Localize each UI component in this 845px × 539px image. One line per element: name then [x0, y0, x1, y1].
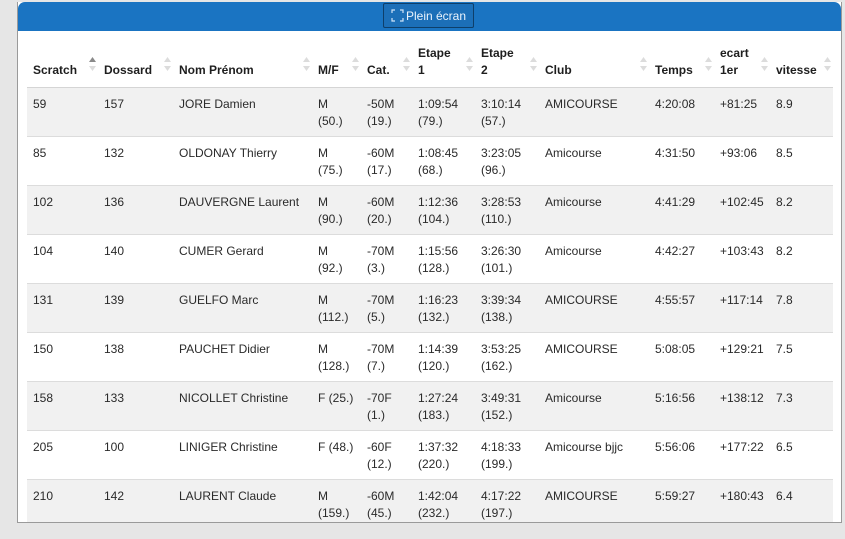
- cell-dossard: [98, 431, 173, 480]
- cell-mf-text: M: [318, 97, 328, 111]
- cell-scratch-text: 59: [33, 97, 47, 111]
- cell-etape1-text: (79.): [418, 114, 443, 128]
- table-row: [27, 480, 833, 524]
- cell-cat-text: (19.): [367, 114, 392, 128]
- cell-cat: [361, 333, 412, 382]
- cell-cat-text: -60M: [367, 489, 395, 503]
- cell-etape1-text: 1:42:04: [418, 489, 459, 503]
- cell-mf: [312, 382, 361, 431]
- cell-etape2-text: (199.): [481, 457, 513, 471]
- cell-cat-text: (12.): [367, 457, 392, 471]
- cell-etape2-text: 4:17:22: [481, 489, 522, 503]
- cell-scratch-text: 205: [33, 440, 54, 454]
- cell-cat-text: (3.): [367, 261, 385, 275]
- cell-nom-text: PAUCHET Didier: [179, 342, 270, 356]
- sort-icon: [403, 56, 410, 72]
- cell-dossard-text: 142: [104, 489, 125, 503]
- sort-icon: [530, 56, 537, 72]
- fullscreen-label: Plein écran: [405, 8, 467, 23]
- cell-temps-text: 5:16:56: [655, 391, 696, 405]
- cell-club: [539, 382, 649, 431]
- column-header-label: Temps: [655, 63, 693, 77]
- cell-etape1: [412, 382, 475, 431]
- cell-temps-text: 5:08:05: [655, 342, 696, 356]
- results-panel: [17, 2, 842, 523]
- fullscreen-button[interactable]: [383, 3, 474, 28]
- cell-temps-text: 5:56:06: [655, 440, 696, 454]
- cell-club-text: AMICOURSE: [545, 489, 618, 503]
- cell-ecart: [714, 333, 770, 382]
- cell-etape2-text: 3:28:53: [481, 195, 522, 209]
- cell-etape2: [475, 284, 539, 333]
- cell-mf-text: (159.): [318, 506, 350, 520]
- cell-etape2-text: (110.): [481, 212, 512, 226]
- cell-temps-text: 4:41:29: [655, 195, 696, 209]
- column-header-etape1[interactable]: [412, 31, 475, 88]
- cell-etape1-text: (183.): [418, 408, 450, 422]
- cell-vitesse-text: 6.4: [776, 489, 793, 503]
- column-header-club[interactable]: [539, 31, 649, 88]
- cell-scratch: [27, 431, 98, 480]
- cell-dossard: [98, 480, 173, 524]
- cell-cat-text: -70M: [367, 342, 395, 356]
- cell-dossard-text: 138: [104, 342, 125, 356]
- cell-etape1: [412, 431, 475, 480]
- cell-ecart-text: +138:12: [720, 391, 764, 405]
- cell-etape1-text: (220.): [418, 457, 450, 471]
- cell-etape2-text: (101.): [481, 261, 513, 275]
- cell-temps-text: 4:31:50: [655, 146, 696, 160]
- cell-mf-text: (92.): [318, 261, 343, 275]
- cell-cat-text: -60M: [367, 146, 395, 160]
- table-body: [27, 88, 833, 524]
- cell-mf-text: F (48.): [318, 440, 354, 454]
- cell-vitesse-text: 8.2: [776, 244, 793, 258]
- table-row: [27, 284, 833, 333]
- cell-dossard: [98, 333, 173, 382]
- cell-ecart-text: +103:43: [720, 244, 764, 258]
- cell-etape2: [475, 137, 539, 186]
- cell-ecart-text: +180:43: [720, 489, 764, 503]
- cell-etape2: [475, 186, 539, 235]
- cell-scratch: [27, 137, 98, 186]
- column-header-scratch[interactable]: [27, 31, 98, 88]
- cell-dossard-text: 139: [104, 293, 125, 307]
- cell-mf-text: (112.): [318, 310, 349, 324]
- cell-etape2: [475, 431, 539, 480]
- cell-cat-text: -70M: [367, 244, 395, 258]
- cell-dossard: [98, 382, 173, 431]
- cell-temps: [649, 284, 714, 333]
- cell-nom-text: JORE Damien: [179, 97, 256, 111]
- cell-cat-text: (7.): [367, 359, 385, 373]
- sort-icon: [466, 56, 473, 72]
- cell-ecart-text: +102:45: [720, 195, 764, 209]
- cell-dossard: [98, 88, 173, 137]
- cell-vitesse: [770, 186, 833, 235]
- table-header-row: [27, 31, 833, 88]
- cell-etape2: [475, 88, 539, 137]
- cell-dossard-text: 133: [104, 391, 125, 405]
- cell-temps: [649, 88, 714, 137]
- cell-club: [539, 333, 649, 382]
- cell-mf-text: (90.): [318, 212, 343, 226]
- cell-mf-text: M: [318, 293, 328, 307]
- cell-dossard-text: 157: [104, 97, 125, 111]
- cell-vitesse: [770, 431, 833, 480]
- cell-mf-text: (128.): [318, 359, 350, 373]
- cell-ecart: [714, 186, 770, 235]
- cell-dossard: [98, 186, 173, 235]
- cell-club: [539, 137, 649, 186]
- cell-etape2-text: 3:53:25: [481, 342, 522, 356]
- cell-etape1-text: 1:08:45: [418, 146, 459, 160]
- table-row: [27, 235, 833, 284]
- cell-ecart-text: +177:22: [720, 440, 764, 454]
- table-row: [27, 382, 833, 431]
- cell-scratch-text: 150: [33, 342, 54, 356]
- column-header-label: Scratch: [33, 63, 78, 77]
- cell-etape1: [412, 235, 475, 284]
- cell-etape2-text: 3:49:31: [481, 391, 522, 405]
- column-header-mf[interactable]: [312, 31, 361, 88]
- sort-icon: [705, 56, 712, 72]
- cell-etape1-text: 1:14:39: [418, 342, 459, 356]
- cell-scratch: [27, 382, 98, 431]
- table-row: [27, 137, 833, 186]
- cell-vitesse-text: 8.2: [776, 195, 793, 209]
- cell-mf: [312, 137, 361, 186]
- cell-cat: [361, 235, 412, 284]
- cell-nom-text: LAURENT Claude: [179, 489, 277, 503]
- cell-cat-text: -70M: [367, 293, 395, 307]
- cell-etape2-text: (138.): [481, 310, 513, 324]
- sort-icon: [824, 56, 831, 72]
- cell-vitesse: [770, 137, 833, 186]
- cell-etape1: [412, 333, 475, 382]
- cell-club-text: Amicourse: [545, 146, 602, 160]
- cell-dossard: [98, 235, 173, 284]
- cell-dossard-text: 100: [104, 440, 125, 454]
- cell-etape2: [475, 235, 539, 284]
- cell-etape2-text: (162.): [481, 359, 513, 373]
- cell-scratch: [27, 284, 98, 333]
- cell-scratch-text: 131: [33, 293, 54, 307]
- cell-cat-text: (45.): [367, 506, 392, 520]
- cell-vitesse: [770, 333, 833, 382]
- cell-vitesse: [770, 88, 833, 137]
- cell-vitesse: [770, 480, 833, 524]
- cell-scratch-text: 158: [33, 391, 54, 405]
- cell-scratch: [27, 186, 98, 235]
- cell-cat: [361, 431, 412, 480]
- cell-etape1-text: (232.): [418, 506, 450, 520]
- cell-dossard: [98, 284, 173, 333]
- cell-club-text: AMICOURSE: [545, 342, 618, 356]
- cell-nom-text: NICOLLET Christine: [179, 391, 289, 405]
- column-header-label: 2: [481, 63, 488, 77]
- cell-etape2-text: (96.): [481, 163, 506, 177]
- cell-etape2-text: 3:39:34: [481, 293, 522, 307]
- cell-etape2-text: (197.): [481, 506, 513, 520]
- cell-scratch: [27, 88, 98, 137]
- cell-etape2: [475, 480, 539, 524]
- column-header-cat[interactable]: [361, 31, 412, 88]
- cell-club: [539, 88, 649, 137]
- cell-temps: [649, 235, 714, 284]
- cell-mf-text: F (25.): [318, 391, 354, 405]
- cell-club: [539, 284, 649, 333]
- cell-cat: [361, 480, 412, 524]
- cell-mf: [312, 333, 361, 382]
- cell-ecart: [714, 235, 770, 284]
- cell-vitesse: [770, 382, 833, 431]
- cell-dossard-text: 132: [104, 146, 125, 160]
- cell-nom: [173, 88, 312, 137]
- cell-club: [539, 235, 649, 284]
- cell-club-text: AMICOURSE: [545, 97, 618, 111]
- cell-ecart: [714, 431, 770, 480]
- cell-temps: [649, 137, 714, 186]
- cell-ecart-text: +117:14: [720, 293, 763, 307]
- table-row: [27, 186, 833, 235]
- cell-ecart-text: +129:21: [720, 342, 764, 356]
- cell-mf: [312, 284, 361, 333]
- cell-cat-text: (5.): [367, 310, 385, 324]
- cell-mf: [312, 431, 361, 480]
- cell-scratch-text: 210: [33, 489, 54, 503]
- cell-temps-text: 4:42:27: [655, 244, 696, 258]
- column-header-label: ecart: [720, 46, 749, 60]
- cell-mf: [312, 480, 361, 524]
- cell-club: [539, 480, 649, 524]
- cell-cat-text: (1.): [367, 408, 385, 422]
- cell-cat-text: -60F: [367, 440, 392, 454]
- cell-etape2-text: 3:26:30: [481, 244, 522, 258]
- cell-nom-text: CUMER Gerard: [179, 244, 264, 258]
- cell-club-text: Amicourse: [545, 195, 602, 209]
- cell-nom-text: LINIGER Christine: [179, 440, 278, 454]
- cell-etape2: [475, 333, 539, 382]
- cell-etape2-text: 3:23:05: [481, 146, 522, 160]
- sort-icon: [352, 56, 359, 72]
- table-row: [27, 333, 833, 382]
- cell-nom: [173, 431, 312, 480]
- cell-cat: [361, 382, 412, 431]
- cell-nom-text: GUELFO Marc: [179, 293, 259, 307]
- cell-etape1-text: (132.): [418, 310, 450, 324]
- cell-ecart: [714, 382, 770, 431]
- cell-cat: [361, 88, 412, 137]
- column-header-temps[interactable]: [649, 31, 714, 88]
- cell-etape1-text: (120.): [418, 359, 450, 373]
- cell-scratch: [27, 480, 98, 524]
- cell-etape1-text: 1:15:56: [418, 244, 459, 258]
- cell-cat-text: -70F: [367, 391, 392, 405]
- results-table: [27, 31, 833, 523]
- cell-ecart: [714, 88, 770, 137]
- cell-nom-text: OLDONAY Thierry: [179, 146, 278, 160]
- sort-icon: [640, 56, 647, 72]
- cell-scratch-text: 104: [33, 244, 54, 258]
- table-row: [27, 431, 833, 480]
- cell-etape1: [412, 137, 475, 186]
- cell-etape2-text: 3:10:14: [481, 97, 522, 111]
- column-header-label: Etape: [481, 46, 514, 60]
- cell-cat-text: (17.): [367, 163, 392, 177]
- cell-etape1-text: 1:37:32: [418, 440, 459, 454]
- column-header-label: 1er: [720, 63, 739, 77]
- cell-vitesse-text: 8.5: [776, 146, 793, 160]
- sort-icon: [164, 56, 171, 72]
- column-header-label: Cat.: [367, 63, 390, 77]
- sort-ascending-icon: [89, 56, 96, 72]
- cell-vitesse: [770, 284, 833, 333]
- cell-mf-text: M: [318, 195, 328, 209]
- cell-temps: [649, 382, 714, 431]
- cell-scratch-text: 102: [33, 195, 54, 209]
- cell-mf: [312, 235, 361, 284]
- cell-scratch: [27, 235, 98, 284]
- cell-mf-text: (75.): [318, 163, 343, 177]
- column-header-label: Nom Prénom: [179, 63, 254, 77]
- expand-icon: [391, 9, 404, 22]
- cell-vitesse-text: 7.3: [776, 391, 793, 405]
- cell-club-text: Amicourse: [545, 244, 602, 258]
- column-header-nom[interactable]: [173, 31, 312, 88]
- column-header-label: M/F: [318, 63, 339, 77]
- cell-nom: [173, 235, 312, 284]
- cell-nom: [173, 333, 312, 382]
- cell-ecart-text: +81:25: [720, 97, 758, 111]
- cell-etape1-text: 1:16:23: [418, 293, 459, 307]
- column-header-label: Club: [545, 63, 572, 77]
- cell-etape1-text: (128.): [418, 261, 450, 275]
- cell-nom: [173, 186, 312, 235]
- cell-etape1-text: (68.): [418, 163, 443, 177]
- column-header-label: 1: [418, 63, 425, 77]
- cell-dossard-text: 140: [104, 244, 125, 258]
- cell-dossard-text: 136: [104, 195, 125, 209]
- cell-etape1-text: 1:27:24: [418, 391, 459, 405]
- cell-etape2-text: (57.): [481, 114, 506, 128]
- cell-club: [539, 186, 649, 235]
- cell-nom: [173, 382, 312, 431]
- column-header-label: Etape: [418, 46, 451, 60]
- cell-etape2-text: 4:18:33: [481, 440, 522, 454]
- cell-scratch-text: 85: [33, 146, 47, 160]
- cell-temps: [649, 480, 714, 524]
- column-header-label: Dossard: [104, 63, 153, 77]
- cell-etape1-text: 1:09:54: [418, 97, 459, 111]
- cell-vitesse-text: 7.8: [776, 293, 793, 307]
- cell-dossard: [98, 137, 173, 186]
- table-row: [27, 88, 833, 137]
- cell-mf-text: M: [318, 489, 328, 503]
- cell-nom: [173, 284, 312, 333]
- cell-etape2: [475, 382, 539, 431]
- cell-cat-text: -60M: [367, 195, 395, 209]
- column-header-ecart[interactable]: [714, 31, 770, 88]
- column-header-vitesse[interactable]: [770, 31, 833, 88]
- cell-etape1: [412, 284, 475, 333]
- cell-mf-text: M: [318, 244, 328, 258]
- column-header-label: vitesse: [776, 63, 817, 77]
- cell-nom: [173, 137, 312, 186]
- column-header-etape2[interactable]: [475, 31, 539, 88]
- cell-etape1: [412, 480, 475, 524]
- cell-vitesse: [770, 235, 833, 284]
- sort-icon: [303, 56, 310, 72]
- cell-vitesse-text: 7.5: [776, 342, 793, 356]
- cell-temps: [649, 431, 714, 480]
- panel-header-bar: [18, 2, 841, 31]
- cell-cat: [361, 284, 412, 333]
- cell-mf-text: M: [318, 146, 328, 160]
- cell-cat: [361, 186, 412, 235]
- cell-mf-text: M: [318, 342, 328, 356]
- cell-club-text: AMICOURSE: [545, 293, 618, 307]
- cell-etape2-text: (152.): [481, 408, 513, 422]
- cell-ecart: [714, 480, 770, 524]
- cell-scratch: [27, 333, 98, 382]
- column-header-dossard[interactable]: [98, 31, 173, 88]
- cell-club-text: Amicourse bjjc: [545, 440, 624, 454]
- cell-etape1: [412, 186, 475, 235]
- cell-nom: [173, 480, 312, 524]
- cell-temps: [649, 333, 714, 382]
- cell-etape1-text: (104.): [418, 212, 450, 226]
- cell-nom-text: DAUVERGNE Laurent: [179, 195, 300, 209]
- cell-ecart-text: +93:06: [720, 146, 758, 160]
- cell-etape1: [412, 88, 475, 137]
- sort-icon: [761, 56, 768, 72]
- cell-cat-text: -50M: [367, 97, 395, 111]
- cell-mf-text: (50.): [318, 114, 343, 128]
- cell-mf: [312, 88, 361, 137]
- cell-temps-text: 4:20:08: [655, 97, 696, 111]
- cell-etape1-text: 1:12:36: [418, 195, 459, 209]
- cell-vitesse-text: 8.9: [776, 97, 793, 111]
- cell-club-text: Amicourse: [545, 391, 602, 405]
- cell-temps-text: 4:55:57: [655, 293, 696, 307]
- cell-vitesse-text: 6.5: [776, 440, 793, 454]
- cell-cat-text: (20.): [367, 212, 392, 226]
- cell-ecart: [714, 284, 770, 333]
- cell-cat: [361, 137, 412, 186]
- cell-mf: [312, 186, 361, 235]
- cell-club: [539, 431, 649, 480]
- cell-temps: [649, 186, 714, 235]
- cell-temps-text: 5:59:27: [655, 489, 696, 503]
- cell-ecart: [714, 137, 770, 186]
